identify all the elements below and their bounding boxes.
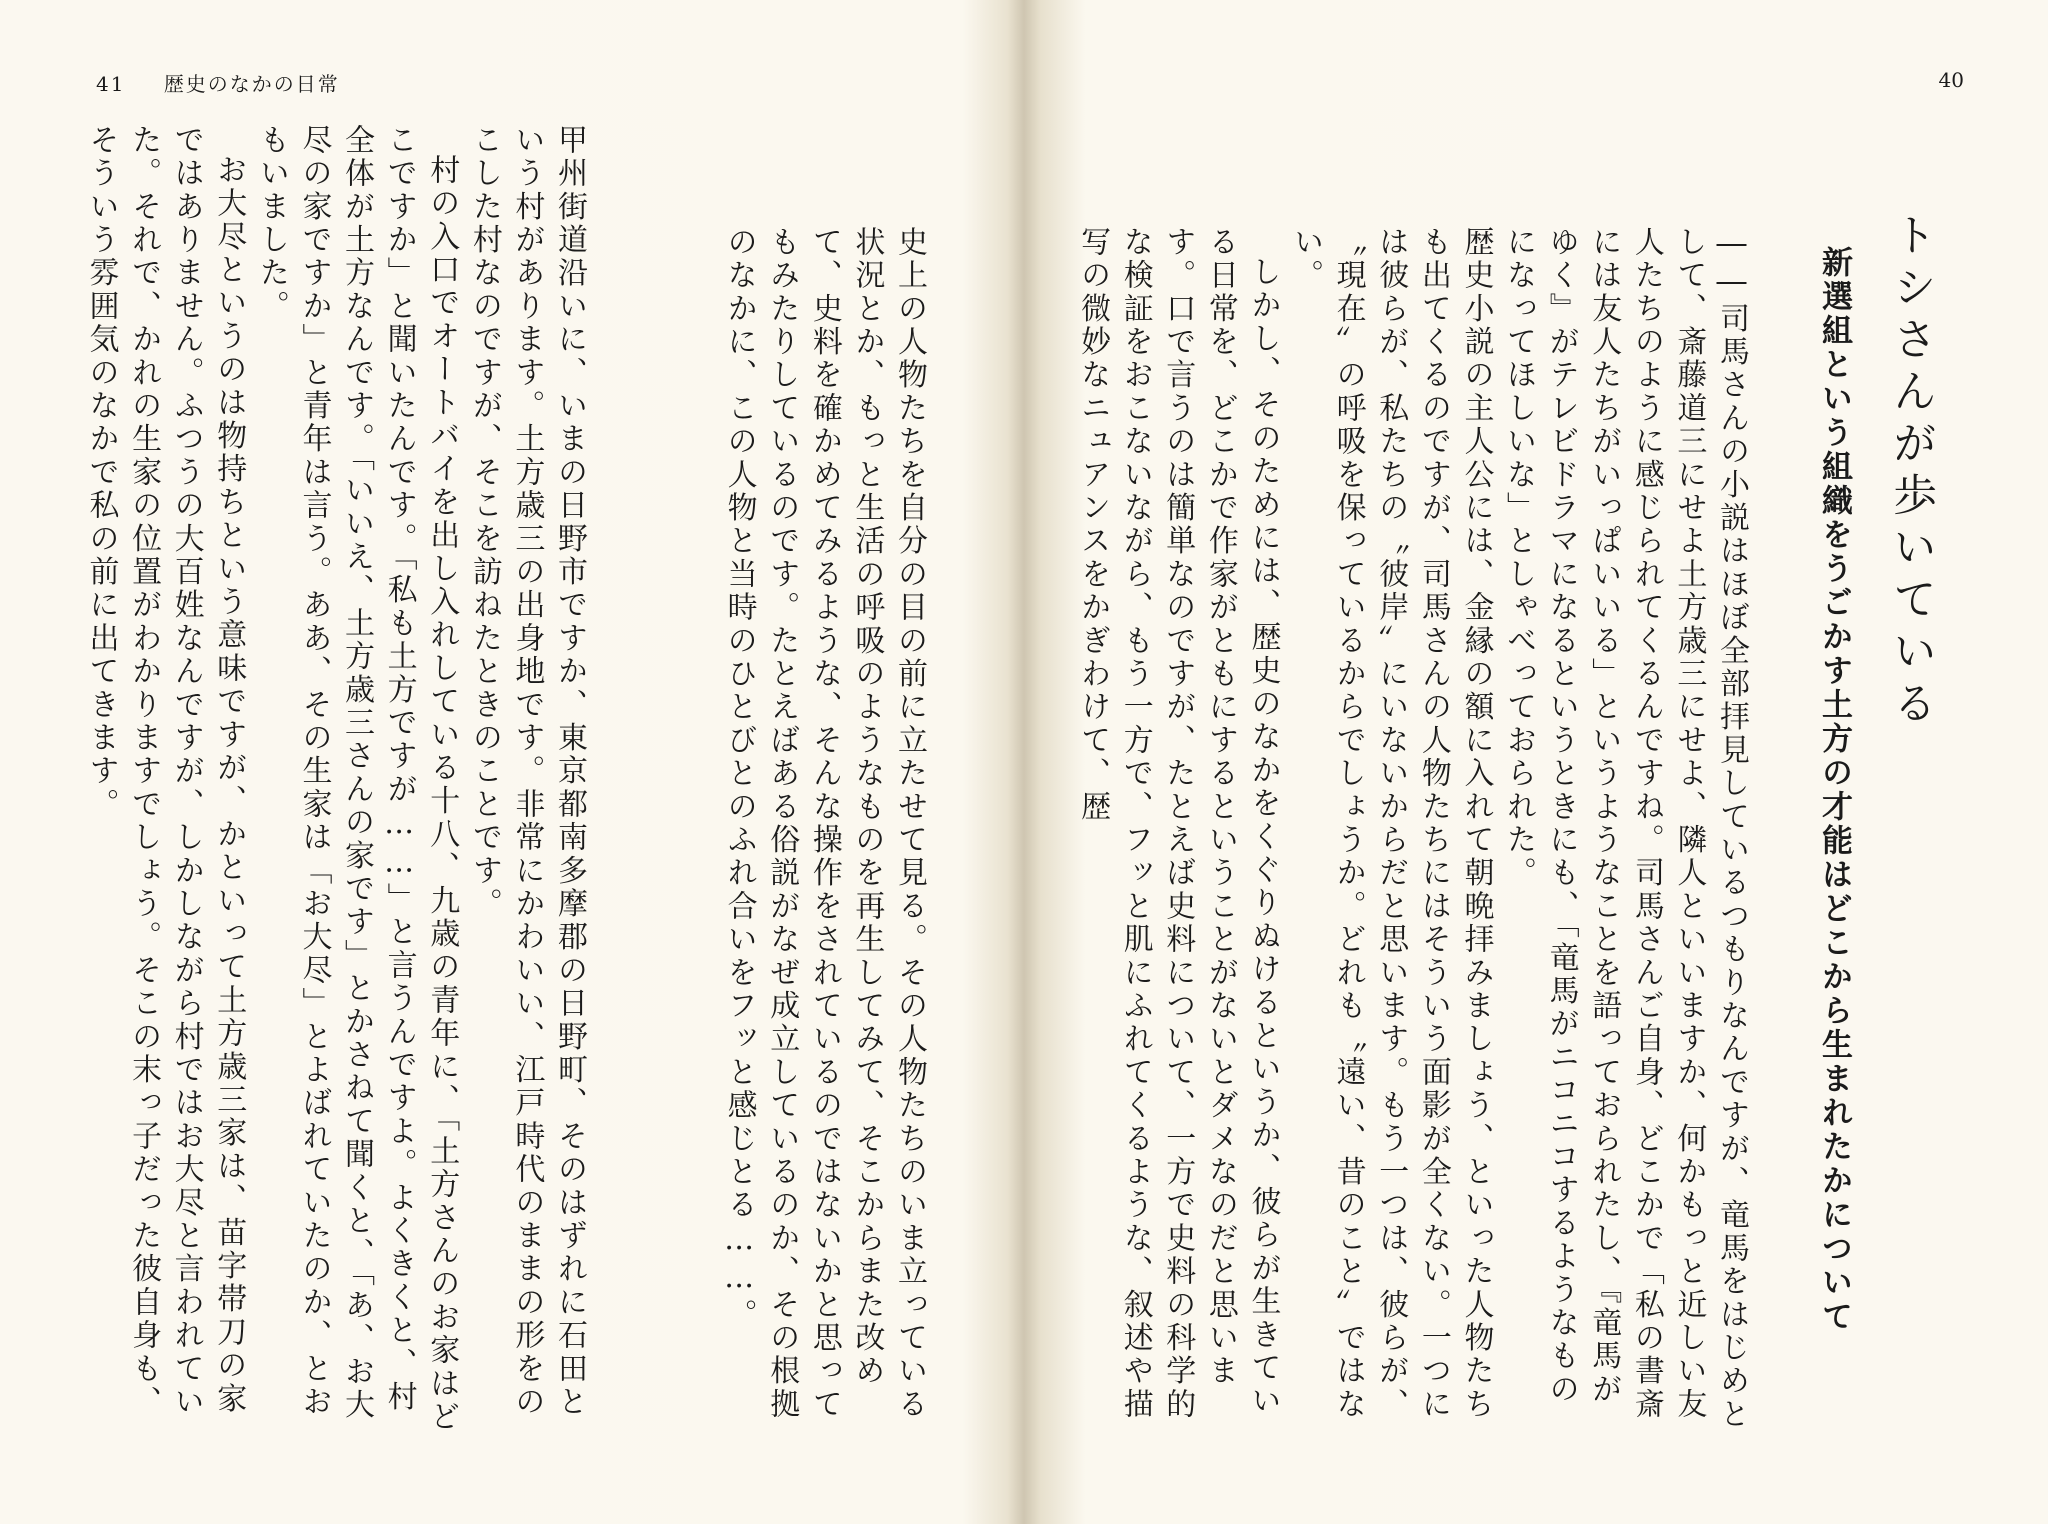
- left-paragraph-3: 村の入口でオートバイを出し入れしている十八、九歳の青年に、「土方さんのお家はどこですか」と聞いたんです。「私も土方ですが……」と言うんですよ。よくきくと、村全体が土方なんです。「いいえ、土方歳三さんの家です」とかさねて聞くと、「あ、お大尽の家ですか」と青年は言う。ああ、その生家は「お大尽」とよばれていたのか、とおもいました。: [253, 124, 460, 1434]
- right-paragraph-3: しかし、そのためには、歴史のなかをくぐりぬけるというか、彼らが生きている日常を、どこかで作家がともにするということがないとダメなのだと思います。口で言うのは簡単なのですが、たとえば史料について、一方で史料の科学的な検証をおこないながら、もう一方で、フッと肌にふれてくるような、叙述や描写の微妙なニュアンスをかぎわけて、歴: [1075, 226, 1281, 1422]
- left-upper-text-block: [680, 226, 930, 1436]
- running-head: [96, 68, 340, 97]
- chapter-subheading: 新選組という組織をうごかす土方の才能はどこから生まれたかについて: [1816, 246, 1852, 1334]
- right-paragraph-1: ――司馬さんの小説はほぼ全部拝見しているつもりなんですが、竜馬をはじめとして、斎藤道三にせよ土方歳三にせよ、隣人といいますか、何かもっと近しい友人たちのように感じられてくるんですね。司馬さんご自身、どこかで「私の書斎には友人たちがいっぱいいる」というようなことを語っておられたし、『竜馬がゆく』がテレビドラマになるというときにも、「竜馬がニコニコするようなものになってほしいな」としゃべっておられた。: [1501, 226, 1749, 1432]
- left-lower-text-block: [83, 124, 590, 1444]
- right-page: [1028, 0, 2048, 1524]
- page-number-right: 40: [1938, 68, 1964, 92]
- chapter-heading: トシさんが歩いている: [1885, 212, 1936, 732]
- running-title: 歴史のなかの日常: [163, 72, 340, 96]
- left-paragraph-4: お大尽というのは物持ちという意味ですが、かといって土方歳三家は、苗字帯刀の家ではありません。ふつうの大百姓なんですが、しかしながら村ではお大尽と言われていた。それで、かれの生家の位置がわかりますでしょう。そこの末っ子だった彼自身も、そういう雰囲気のなかで私の前に出てきます。: [83, 124, 247, 1419]
- left-paragraph-1: 史上の人物たちを自分の目の前に立たせて見る。その人物たちのいま立っている状況とか、もっと生活の呼吸のようなものを再生してみて、そこからまた改めて、史料を確かめてみるような、そんな操作をされているのではないかと思ってもみたりしているのです。たとえばある俗説がなぜ成立しているのか、その根拠のなかに、この人物と当時のひとびとのふれ合いをフッと感じとる……。: [721, 226, 927, 1422]
- page-number-left: 41: [96, 72, 126, 96]
- right-paragraph-2: 歴史小説の主人公には、金縁の額に入れて朝晩拝みましょう、といった人物たちも出てくるのですが、司馬さんの人物たちにはそういう面影が全くない。一つには彼らが、私たちの〝彼岸〟にいないからだと思います。もう一つは、彼らが、〝現在〟の呼吸を保っているからでしょうか。どれも〝遠い、昔のこと〟ではない。: [1288, 226, 1494, 1422]
- left-page: [0, 0, 1020, 1524]
- left-paragraph-2: 甲州街道沿いに、いまの日野市ですか、東京都南多摩郡の日野町、そのはずれに石田という村があります。土方歳三の出身地です。非常にかわいい、江戸時代のままの形をのこした村なのですが、そこを訪ねたときのことです。: [466, 124, 587, 1419]
- right-text-block: [1068, 226, 1752, 1436]
